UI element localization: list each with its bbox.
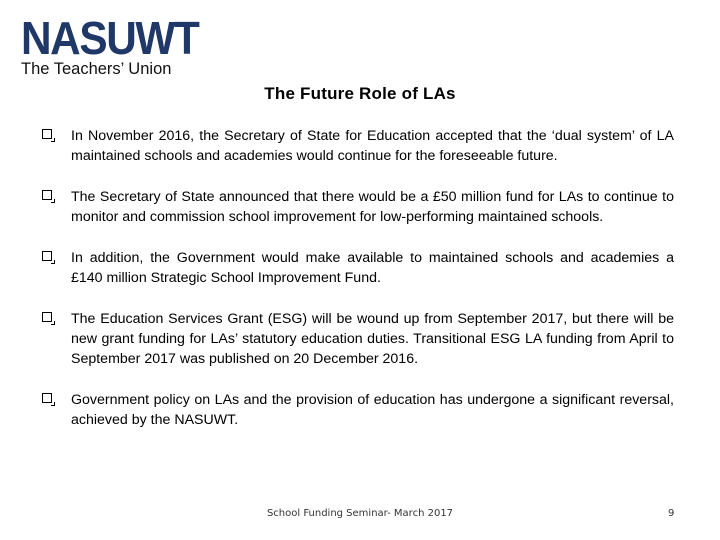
bullet-text: In addition, the Government would make available to maintained schools and academies a £140 million Strategic School Improvement Fund. <box>71 250 674 286</box>
checkbox-bullet-icon <box>42 190 52 200</box>
bullet-item <box>42 390 674 430</box>
bullet-item <box>42 248 674 288</box>
slide-title: The Future Role of LAs <box>264 84 456 103</box>
bullet-text: The Education Services Grant (ESG) will be wound up from September 2017, but there will be new grant funding for LAs’ statutory education duties. Transitional ESG LA funding from April to September 2017 was published on 20 December 2016. <box>71 311 674 367</box>
bullet-item <box>42 126 674 166</box>
footer-text: School Funding Seminar- March 2017 <box>266 508 454 519</box>
logo-tagline: The Teachers’ Union <box>21 60 172 78</box>
bullet-item <box>42 309 674 369</box>
logo-wordmark: NASUWT <box>21 12 199 64</box>
bullet-item <box>42 187 674 227</box>
bullet-list <box>42 126 674 451</box>
bullet-text: Government policy on LAs and the provision of education has undergone a significant reversal, achieved by the NASUWT. <box>71 392 674 428</box>
page-number: 9 <box>668 508 675 519</box>
bullet-text: In November 2016, the Secretary of State for Education accepted that the ‘dual system’ of LA maintained schools and academies would continue for the foreseeable future. <box>71 128 674 164</box>
bullet-text: The Secretary of State announced that there would be a £50 million fund for LAs to continue to monitor and commission school improvement for low-performing maintained schools. <box>71 189 674 225</box>
nasuwt-logo <box>21 12 201 78</box>
checkbox-bullet-icon <box>42 251 52 261</box>
checkbox-bullet-icon <box>42 129 52 139</box>
checkbox-bullet-icon <box>42 312 52 322</box>
checkbox-bullet-icon <box>42 393 52 403</box>
